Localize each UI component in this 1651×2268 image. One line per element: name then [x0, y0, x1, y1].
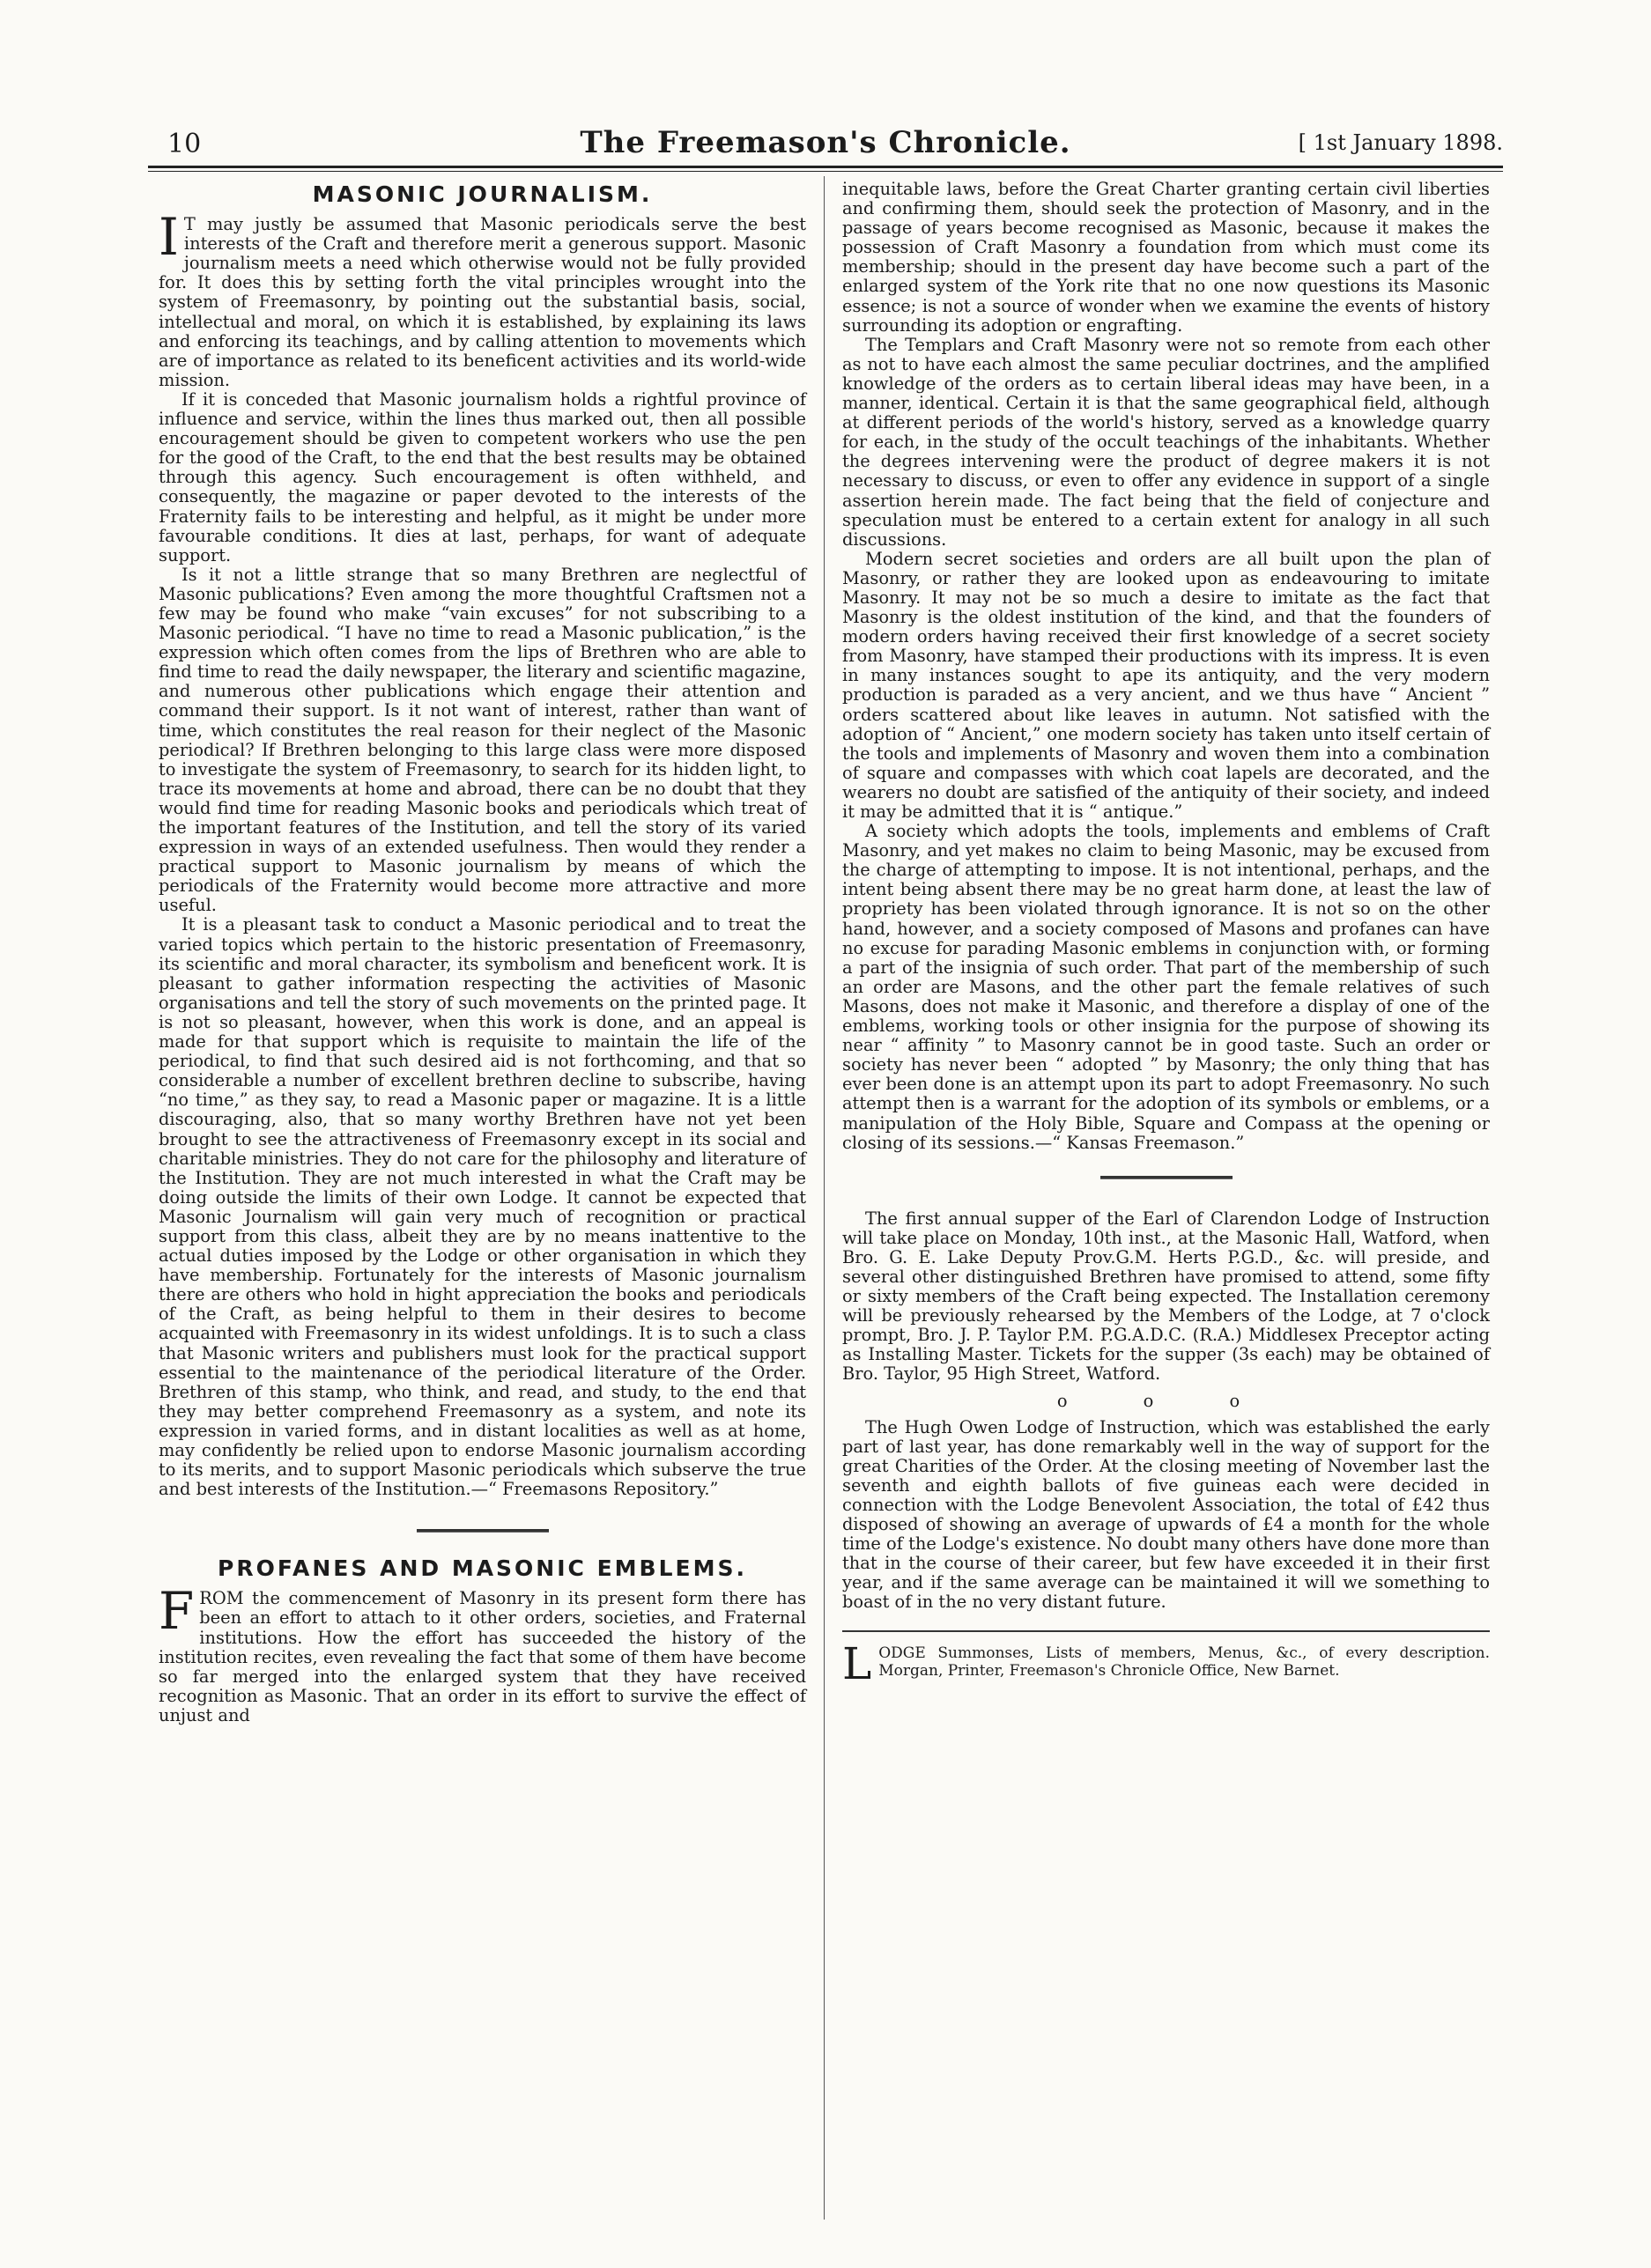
column-divider: [824, 176, 825, 2220]
advert-rule: [842, 1630, 1490, 1632]
article-paragraph: I T may justly be assumed that Masonic periodicals serve the best interests of the Craft and therefore merit a generous support. Masonic journalism meets a need which otherwise would not be fully provided for. It does this by setting forth the vital principles wrought into the system of Freemasonry, by pointing out the substantial basis, social, intellectual and moral, on which it is established, by explaining its laws and enforcing its teachings, and by calling attention to movements which are of importance as related to its beneficent activities and its world-wide mission.: [159, 207, 806, 390]
article-paragraph: A society which adopts the tools, implements and emblems of Craft Masonry, and yet makes no claim to being Masonic, may be excused from the charge of attempting to impose. It is not intentional, perhaps, and the intent being absent there may be no great harm done, at least the law of propriety has been violated through ignorance. It is not so on the other hand, however, and a society composed of Masons and profanes can have no excuse for parading Masonic emblems in conjunction with, or forming a part of the insignia of such order. That part of the membership of such an order are Masons, and the other part the female relatives of such Masons, does not make it Masonic, and therefore a display of one of the emblems, working tools or other insignia for the purpose of showing its near “ affinity ” to Masonry cannot be in good taste. Such an order or society has never been “ adopted ” by Masonry; the only thing that has ever been done is an attempt upon its part to adopt Freemasonry. No such attempt then is a warrant for the adoption of its symbols or emblems, or a manipulation of the Holy Bible, Square and Compass at the opening or closing of its sessions.—“ Kansas Freemason.”: [842, 821, 1490, 1153]
drop-cap: I: [159, 207, 179, 268]
article-paragraph: It is a pleasant task to conduct a Masonic periodical and to treat the varied topics which pertain to the historic presentation of Freemasonry, its scientific and moral character, its symbolism and beneficent work. It is pleasant to gather information respecting the activities of Masonic organisations and tell the story of such movements on the printed page. It is not so pleasant, however, when this work is done, and an appeal is made for that support which is requisite to maintain the life of the periodical, to find that such desired aid is not forthcoming, and that so considerable a number of excellent brethren decline to subscribe, having “no time,” as they say, to read a Masonic paper or magazine. It is a little discouraging, also, that so many worthy Brethren have not yet been brought to see the attractiveness of Freemasonry except in its social and charitable ministries. They do not care for the philosophy and literature of the Institution. They are not much interested in what the Craft may be doing outside the limits of their own Lodge. It cannot be expected that Masonic Journalism will gain very much of recognition or practical support from this class, albeit they are by no means inattentive to the actual duties imposed by the Lodge or other organisation in which they have membership. Fortunately for the interests of Masonic journalism there are others who hold in hight appreciation the books and periodicals of the Craft, as being helpful to them in their desires to become acquainted with Freemasonry in its widest unfoldings. It is to such a class that Masonic writers and publishers must look for the practical support essential to the maintenance of the periodical literature of the Order. Brethren of this stamp, who think, and read, and study, to the end that they may better comprehend Freemasonry as a system, and note its expression in varied forms, and in distant localities as well as at home, may confidently be relied upon to endorse Masonic journalism according to its merits, and to support Masonic periodicals which subserve the true and best interests of the Institution.—“ Freemasons Repository.”: [159, 914, 806, 1500]
article-paragraph: The Templars and Craft Masonry were not so remote from each other as not to have each almost the same peculiar doctrines, and the amplified knowledge of the orders as to certain liberal ideas may have been, in a manner, identical. Certain it is that the same geographical field, although at different periods of the world's history, served as a knowledge quarry for each, in the study of the occult teachings of the inhabitants. Whether the degrees intervening were the product of degree makers it is not necessary to discuss, or even to offer any evidence in support of a single assertion herein made. The fact being that the field of conjecture and speculation must be entered to a certain extent for analogy in all such discussions.: [842, 334, 1490, 550]
page-header: [148, 123, 1503, 167]
section-separator: [417, 1529, 549, 1533]
issue-date: [ 1st January 1898.: [1298, 130, 1503, 155]
masthead-title: The Freemason's Chronicle.: [580, 125, 1071, 160]
article-title-profanes: PROFANES AND MASONIC EMBLEMS.: [218, 1555, 747, 1582]
newspaper-page: [148, 123, 1503, 2237]
article-paragraph: If it is conceded that Masonic journalism holds a rightful province of influence and service, within the lines thus marked out, then all possible encouragement should be given to competent workers who use the pen for the good of the Craft, to the end that the best results may be obtained through this agency. Such encouragement is often withheld, and consequently, the magazine or paper devoted to the interests of the Fraternity fails to be interesting and helpful, as it might be under more favourable conditions. It dies at last, perhaps, for want of adequate support.: [159, 388, 806, 565]
right-column: [842, 179, 1490, 1689]
header-rule: [148, 166, 1503, 168]
section-separator: [1100, 1176, 1233, 1179]
article-paragraph: Modern secret societies and orders are all built upon the plan of Masonry, or rather they are looked upon as endeavouring to imitate Masonry. It may not be so much a desire to imitate as the fact that Masonry is the oldest institution of the kind, and that the founders of modern orders having received their first knowledge of a secret society from Masonry, have stamped their productions with its impress. It is even in many instances sought to ape its antiquity, and the very modern production is paraded as a very ancient, and we thus have “ Ancient ” orders scattered about like leaves in autumn. Not satisfied with the adoption of “ Ancient,” one modern society has taken unto itself certain of the tools and implements of Masonry and woven them into a combination of square and compasses with which coat lapels are decorated, and the wearers no doubt are satisfied of the antiquity of their society, and indeed it may be admitted that it is “ antique.”: [842, 548, 1490, 822]
header-rule-thin: [148, 171, 1503, 172]
article-paragraph: inequitable laws, before the Great Charter granting certain civil liberties and confirming them, should seek the protection of Masonry, and in the passage of years become recognised as Masonic, because it makes the possession of Craft Masonry a foundation from which must come its membership; should in the present day have become such a part of the enlarged system of the York rite that no one now questions its Masonic essence; is not a source of wonder when we examine the events of history surrounding its adoption or engrafting.: [842, 179, 1490, 336]
article-paragraph: FROM the commencement of Masonry in its present form there has been an effort to attach to it other orders, societies, and Fraternal institutions. How the effort has succeeded the history of the institution recites, even revealing the fact that some of them have become so far merged into the enlarged system that they have received recognition as Masonic. That an order in its effort to survive the effect of unjust and: [159, 1581, 806, 1725]
article-title-masonic-journalism: MASONIC JOURNALISM.: [312, 181, 653, 207]
paragraph-separator: o o o: [1056, 1390, 1276, 1411]
page-number: 10: [167, 129, 202, 159]
news-paragraph: The Hugh Owen Lodge of Instruction, which was established the early part of last year, has done remarkably well in the way of support for the great Charities of the Order. At the closing meeting of November last the seventh and eighth ballots of five guineas each were decided in connection with the Lodge Benevolent Association, the total of £42 thus disposed of showing an average of upwards of £4 a month for the whole time of the Lodge's existence. No doubt many others have done more than that in the course of their career, but few have exceeded it in their first year, and if the same average can be maintained it will we something to boast of in the no very distant future.: [842, 1416, 1490, 1613]
drop-cap: L: [842, 1637, 872, 1689]
article-paragraph: Is it not a little strange that so many Brethren are neglectful of Masonic publications? Even among the more thoughtful Craftsmen not a few may be found who make “vain excuses” for not subscribing to a Masonic periodical. “I have no time to read a Masonic publication,” is the expression which often comes from the lips of Brethren who are able to find time to read the daily newspaper, the literary and scientific magazine, and numerous other publications which engage their attention and command their support. Is it not want of interest, rather than want of time, which constitutes the real reason for their neglect of the Masonic periodical? If Brethren belonging to this large class were more disposed to investigate the system of Freemasonry, to search for its hidden light, to trace its movements at home and abroad, there can be no doubt that they would find time for reading Masonic books and periodicals which treat of the important features of the Institution, and tell the story of its varied expression in ways of an extended usefulness. Then would they render a practical support to Masonic journalism by means of which the periodicals of the Fraternity would become more attractive and more useful.: [159, 564, 806, 916]
advertisement: LODGE Summonses, Lists of members, Menus, &c., of every description. Morgan, Printer, Freemason's Chronicle Office, New Barnet.: [842, 1637, 1490, 1689]
left-column: [159, 180, 806, 1725]
drop-cap: F: [159, 1581, 195, 1642]
news-paragraph: The first annual supper of the Earl of Clarendon Lodge of Instruction will take place on Monday, 10th inst., at the Masonic Hall, Watford, when Bro. G. E. Lake Deputy Prov.G.M. Herts P.G.D., &c. will preside, and several other distinguished Brethren have promised to attend, some fifty or sixty members of the Craft being expected. The Installation ceremony will be previously rehearsed by the Members of the Lodge, at 7 o'clock prompt, Bro. J. P. Taylor P.M. P.G.A.D.C. (R.A.) Middlesex Preceptor acting as Installing Master. Tickets for the supper (3s each) may be obtained of Bro. Taylor, 95 High Street, Watford.: [842, 1208, 1490, 1385]
